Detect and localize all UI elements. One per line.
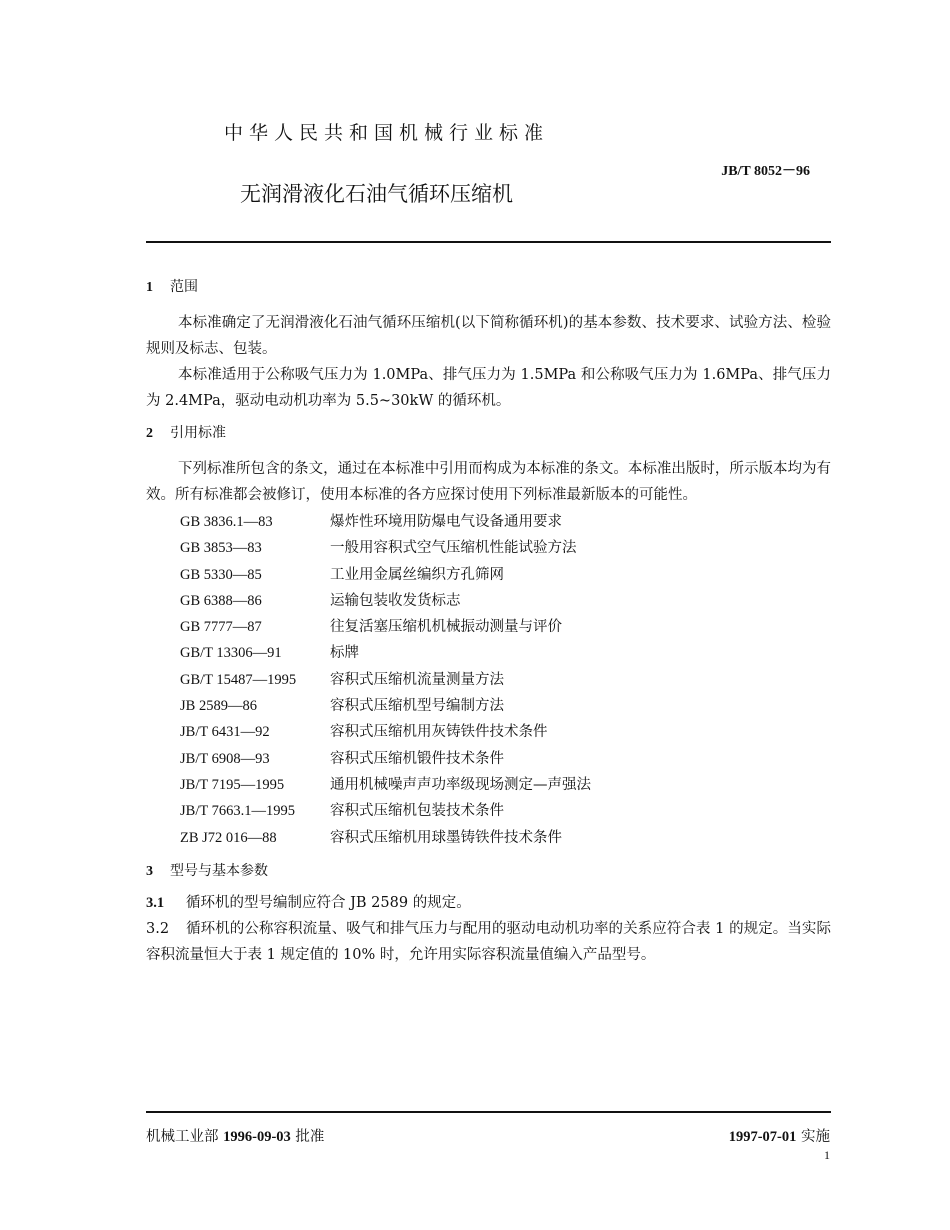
approval-date: 1996-09-03 — [223, 1129, 291, 1145]
reference-code: GB 6388—86 — [180, 592, 262, 609]
reference-title: 通用机械噪声声功率级现场测定—声强法 — [330, 776, 591, 793]
section-title: 范围 — [170, 279, 198, 295]
reference-item — [180, 614, 591, 640]
reference-title: 容积式压缩机用球墨铸铁件技术条件 — [330, 829, 562, 846]
reference-code: GB 5330—85 — [180, 566, 262, 583]
reference-item — [180, 562, 591, 588]
section-1-paragraph-1: 本标准确定了无润滑液化石油气循环压缩机(以下简称循环机)的基本参数、技术要求、试验方法、检验规则及标志、包装。 — [146, 315, 831, 357]
reference-item — [180, 640, 591, 666]
clause-number: 3.1 — [146, 895, 165, 911]
reference-code: GB 3836.1—83 — [180, 514, 273, 530]
reference-code: JB/T 7195—1995 — [180, 776, 285, 793]
reference-code: GB 7777—87 — [180, 619, 262, 636]
reference-item — [180, 509, 591, 535]
section-number: 1 — [146, 280, 153, 295]
clause-text: 循环机的型号编制应符合 JB 2589 的规定。 — [186, 895, 471, 911]
section-2-paragraph: 下列标准所包含的条文，通过在本标准中引用而构成为本标准的条文。本标准出版时，所示版本均为有效。所有标准都会被修订，使用本标准的各方应探讨使用下列标准最新版本的可能性。 — [146, 461, 831, 503]
page-number: 1 — [824, 1148, 830, 1162]
approval-label: 批准 — [295, 1129, 325, 1145]
effective-label: 实施 — [801, 1129, 830, 1145]
document-title: 无润滑液化石油气循环压缩机 — [240, 182, 513, 206]
issuer: 机械工业部 — [146, 1129, 219, 1145]
reference-title: 容积式压缩机锻件技术条件 — [330, 750, 504, 767]
reference-title: 容积式压缩机型号编制方法 — [330, 698, 504, 715]
section-1-paragraph-2: 本标准适用于公称吸气压力为 1.0MPa、排气压力为 1.5MPa 和公称吸气压力为 1.6MPa、排气压力为 2.4MPa，驱动电动机功率为 5.5~30kW 的循环机。 — [146, 367, 831, 409]
reference-code: ZB J72 016—88 — [180, 829, 277, 846]
reference-item — [180, 798, 591, 824]
reference-title: 标牌 — [330, 645, 359, 662]
standard-number: JB/T 8052－96 — [721, 164, 810, 179]
section-number: 3 — [146, 864, 153, 879]
reference-code: GB 3853—83 — [180, 540, 262, 557]
reference-item — [180, 746, 591, 772]
reference-title: 容积式压缩机用灰铸铁件技术条件 — [330, 724, 548, 741]
org-title: 中华人民共和国机械行业标准 — [224, 122, 550, 144]
reference-item — [180, 772, 591, 798]
reference-list — [180, 509, 591, 851]
reference-code: GB/T 13306—91 — [180, 645, 282, 662]
reference-title: 运输包装收发货标志 — [330, 592, 461, 609]
clause-3-2 — [146, 916, 831, 968]
section-3-heading — [146, 860, 268, 880]
reference-title: 往复活塞压缩机机械振动测量与评价 — [330, 619, 562, 636]
reference-title: 工业用金属丝编织方孔筛网 — [330, 566, 504, 583]
clause-number: 3.2 — [146, 921, 170, 937]
clause-text: 循环机的公称容积流量、吸气和排气压力与配用的驱动电动机功率的关系应符合表 1 的规定。当实际容积流量恒大于表 1 规定值的 10% 时，允许用实际容积流量值编入产品型号。 — [146, 921, 831, 963]
reference-code: JB/T 6908—93 — [180, 750, 270, 767]
effective-date: 1997-07-01 — [728, 1129, 797, 1145]
reference-item — [180, 693, 591, 719]
reference-title: 一般用容积式空气压缩机性能试验方法 — [330, 540, 577, 557]
reference-code: GB/T 15487—1995 — [180, 671, 297, 688]
reference-title: 爆炸性环境用防爆电气设备通用要求 — [330, 514, 562, 530]
reference-item — [180, 535, 591, 561]
reference-title: 容积式压缩机流量测量方法 — [330, 671, 504, 688]
reference-item — [180, 667, 591, 693]
footer-divider — [146, 1111, 831, 1113]
reference-item — [180, 825, 591, 851]
header-divider — [146, 241, 831, 243]
reference-code: JB/T 7663.1—1995 — [180, 803, 295, 820]
section-title: 型号与基本参数 — [170, 863, 268, 879]
effective-info — [729, 1125, 830, 1146]
reference-item — [180, 719, 591, 745]
section-title: 引用标准 — [170, 425, 226, 441]
approval-info — [146, 1125, 324, 1146]
reference-code: JB 2589—86 — [180, 698, 257, 715]
section-1-heading — [146, 276, 198, 296]
reference-title: 容积式压缩机包装技术条件 — [330, 803, 504, 820]
reference-code: JB/T 6431—92 — [180, 724, 270, 741]
reference-item — [180, 588, 591, 614]
section-number: 2 — [146, 426, 153, 441]
section-2-heading — [146, 422, 226, 442]
clause-3-1 — [146, 890, 831, 916]
